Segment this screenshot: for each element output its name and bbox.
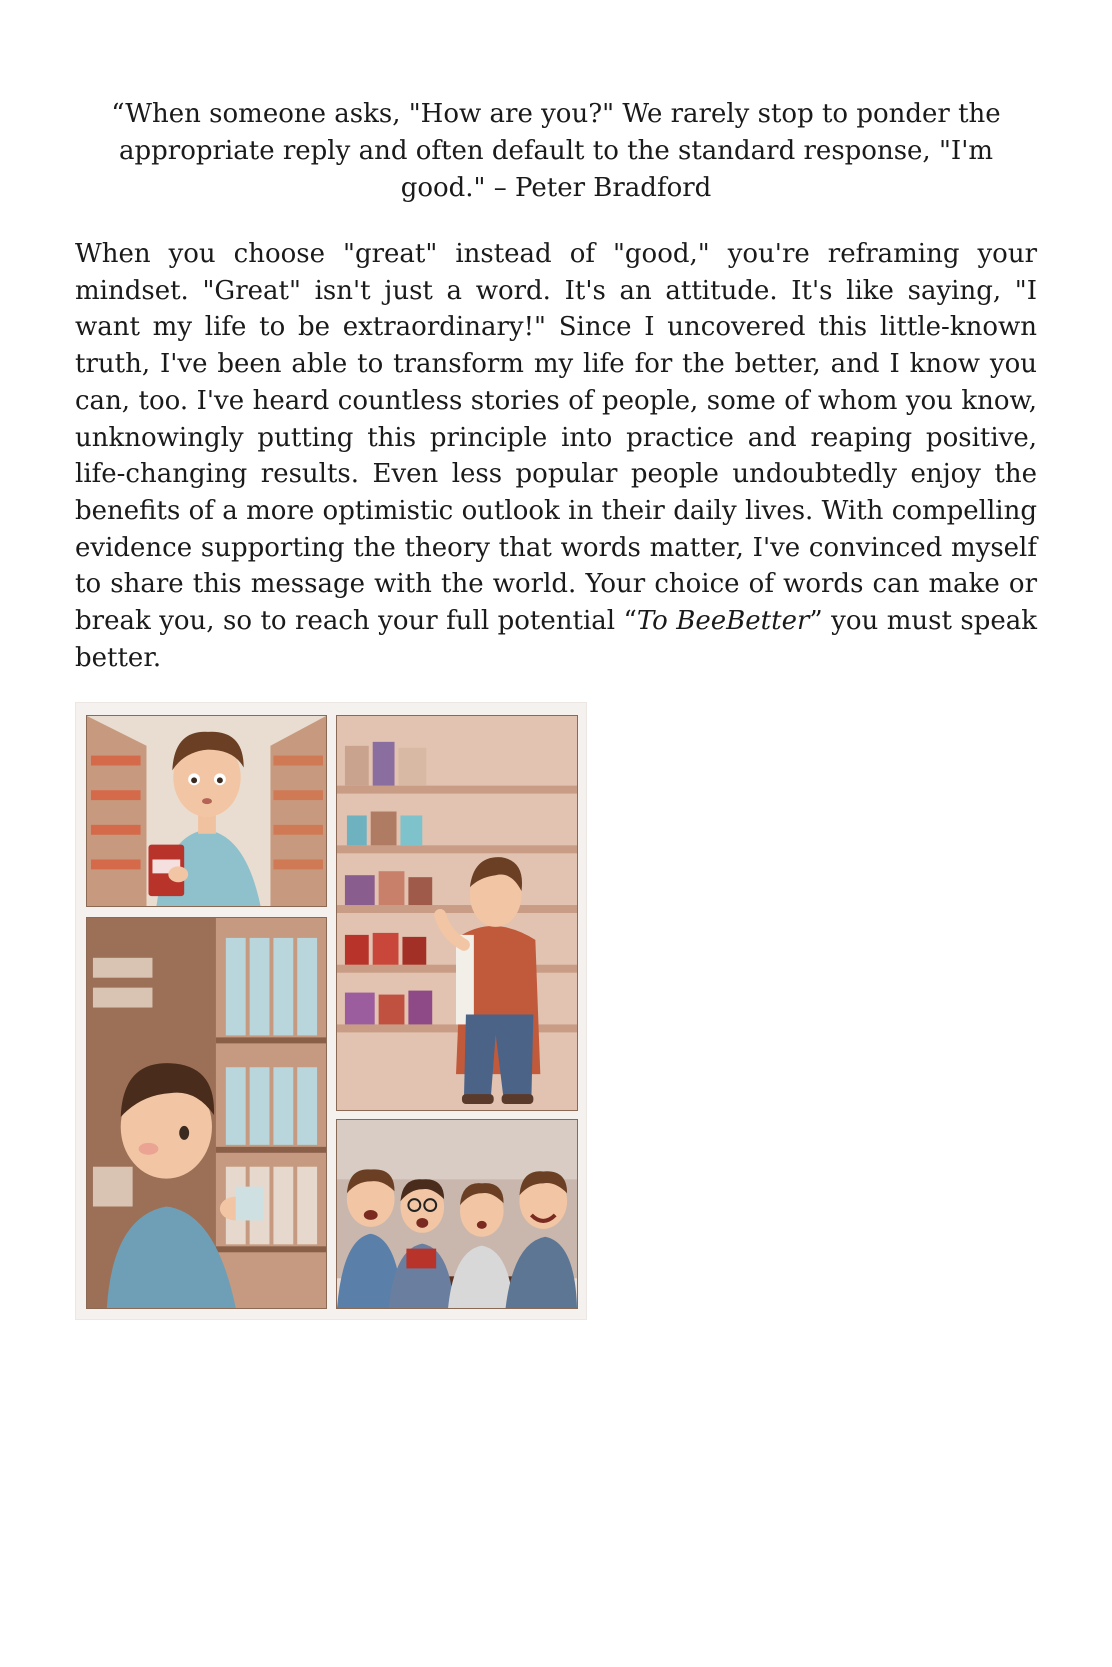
boys-eating-chocolate-illustration — [336, 1119, 578, 1309]
body-text-after: ” you must speak better. — [75, 606, 1038, 673]
body-paragraph — [75, 236, 1037, 676]
illustration-collage — [75, 702, 587, 1320]
book-title-emphasis: To BeeBetter — [636, 606, 810, 637]
boy-browsing-shelves-illustration — [336, 715, 578, 1111]
boy-holding-candy-illustration — [86, 715, 327, 907]
body-text-before: When you choose "great" instead of "good," you're reframing your mindset. "Great" isn't just a word. It's an attitude. It's like saying, "I want my life to be extraordinary!" Since I uncovered this little-known truth, I've been able to transform my life for the better, and I know you can, too. I've heard countless stories of people, some of whom you know, unknowingly putting this principle into practice and reaping positive, life-changing results. Even less popular people undoubtedly enjoy the benefits of a more optimistic outlook in their daily lives. With compelling evidence supporting the theory that words matter, I've convinced myself to share this message with the world. Your choice of words can make or break you, so to reach your full potential “ — [75, 239, 1037, 637]
boy-examining-box-illustration — [86, 917, 327, 1309]
epigraph-quote: “When someone asks, "How are you?" We rarely stop to ponder the appropriate reply and often default to the standard response, "I'm good." – Peter Bradford — [111, 99, 1001, 203]
